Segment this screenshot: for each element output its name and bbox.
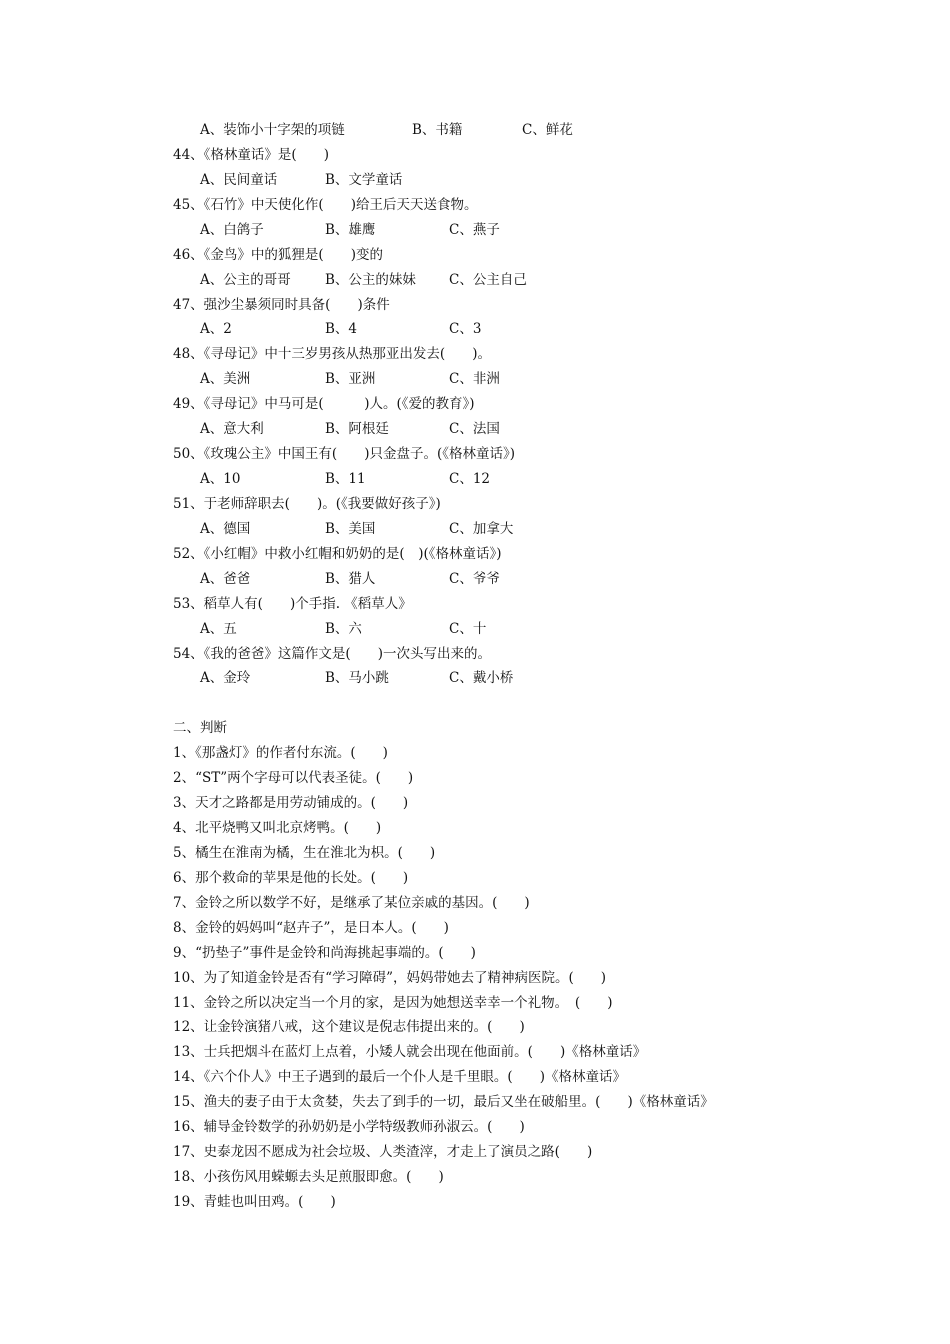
answer-option: B、猎人 [325,571,376,587]
judge-item: 12、让金铃演猪八戒，这个建议是倪志伟提出来的。( ) [173,1019,525,1035]
answer-option: A、公主的哥哥 [200,272,291,288]
judge-item: 15、渔夫的妻子由于太贪婪，失去了到手的一切，最后又坐在破船里。( )《格林童话》 [173,1094,714,1110]
answer-option: C、燕子 [449,222,500,238]
judge-item: 6、那个救命的苹果是他的长处。( ) [173,870,409,886]
judge-item: 7、金铃之所以数学不好，是继承了某位亲戚的基因。( ) [173,895,530,911]
answer-option: C、十 [449,621,487,637]
answer-option: C、戴小桥 [449,670,514,686]
judge-item: 16、辅导金铃数学的孙奶奶是小学特级教师孙淑云。( ) [173,1119,525,1135]
answer-option: A、五 [200,621,237,637]
answer-option: B、文学童话 [325,172,403,188]
answer-option: A、意大利 [200,421,264,437]
judge-item: 13、士兵把烟斗在蓝灯上点着，小矮人就会出现在他面前。( )《格林童话》 [173,1044,647,1060]
answer-option: B、六 [325,621,362,637]
option-row [0,668,950,688]
answer-option: B、公主的妹妹 [325,272,416,288]
judge-item: 14、《六个仆人》中王子遇到的最后一个仆人是千里眼。( )《格林童话》 [173,1069,626,1085]
judge-item: 5、橘生在淮南为橘，生在淮北为枳。( ) [173,845,436,861]
question-text: 54、《我的爸爸》这篇作文是( )一次头写出来的。 [173,646,491,662]
question-text: 50、《玫瑰公主》中国王有( )只金盘子。(《格林童话》) [173,446,515,462]
option-row [0,569,950,589]
judge-item: 10、为了知道金铃是否有“学习障碍”，妈妈带她去了精神病医院。( ) [173,970,607,986]
option-row [0,419,950,439]
judge-item: 8、金铃的妈妈叫“赵卉子”，是日本人。( ) [173,920,449,936]
judge-item: 17、史泰龙因不愿成为社会垃圾、人类渣滓，才走上了演员之路( ) [173,1144,593,1160]
answer-option: B、11 [325,471,366,487]
option-row [0,469,950,489]
option-row [0,369,950,389]
question-text: 48、《寻母记》中十三岁男孩从热那亚出发去( )。 [173,346,491,362]
judge-item: 18、小孩伤风用蝾螈去头足煎服即愈。( ) [173,1169,444,1185]
question-text: 46、《金鸟》中的狐狸是( )变的 [173,247,383,263]
answer-option: C、爷爷 [449,571,500,587]
question-text: 44、《格林童话》是( ) [173,147,329,163]
answer-option: C、法国 [449,421,500,437]
judge-item: 2、“ST”两个字母可以代表圣徒。( ) [173,770,414,786]
answer-option: B、美国 [325,521,376,537]
option-row [0,120,950,140]
answer-option: B、亚洲 [325,371,376,387]
answer-option: C、加拿大 [449,521,514,537]
answer-option: A、爸爸 [200,571,251,587]
answer-option: A、民间童话 [200,172,278,188]
option-row [0,619,950,639]
judge-item: 19、青蛙也叫田鸡。( ) [173,1194,336,1210]
answer-option: C、12 [449,471,491,487]
question-text: 51、于老师辞职去( )。(《我要做好孩子》) [173,496,441,512]
question-text: 47、强沙尘暴须同时具备( )条件 [173,297,390,313]
question-text: 52、《小红帽》中救小红帽和奶奶的是( )(《格林童话》) [173,546,502,562]
judge-item: 1、《那盏灯》的作者付东流。( ) [173,745,388,761]
answer-option: A、德国 [200,521,251,537]
answer-option: A、美洲 [200,371,251,387]
option-row [0,270,950,290]
answer-option: A、金玲 [200,670,251,686]
answer-option: A、10 [200,471,241,487]
question-text: 53、稻草人有( )个手指. 《稻草人》 [173,596,412,612]
judge-item: 3、天才之路都是用劳动铺成的。( ) [173,795,409,811]
question-text: 49、《寻母记》中马可是( )人。(《爱的教育》) [173,396,475,412]
answer-option: C、非洲 [449,371,500,387]
judge-item: 11、金铃之所以决定当一个月的家，是因为她想送幸幸一个礼物。 ( ) [173,995,613,1011]
answer-option: B、4 [325,321,358,337]
option-row [0,220,950,240]
answer-option: A、白鸽子 [200,222,264,238]
answer-option: C、鲜花 [522,122,573,138]
answer-option: C、公主自己 [449,272,527,288]
option-row [0,319,950,339]
answer-option: B、书籍 [412,122,463,138]
option-row [0,519,950,539]
answer-option: A、装饰小十字架的项链 [200,122,345,138]
answer-option: A、2 [200,321,232,337]
answer-option: B、阿根廷 [325,421,389,437]
judge-item: 9、“扔垫子”事件是金铃和尚海挑起事端的。( ) [173,945,476,961]
question-text: 45、《石竹》中天使化作( )给王后天天送食物。 [173,197,478,213]
section-heading: 二、判断 [173,720,227,736]
judge-item: 4、北平烧鸭又叫北京烤鸭。( ) [173,820,382,836]
option-row [0,170,950,190]
answer-option: B、雄鹰 [325,222,376,238]
answer-option: B、马小跳 [325,670,389,686]
answer-option: C、3 [449,321,482,337]
